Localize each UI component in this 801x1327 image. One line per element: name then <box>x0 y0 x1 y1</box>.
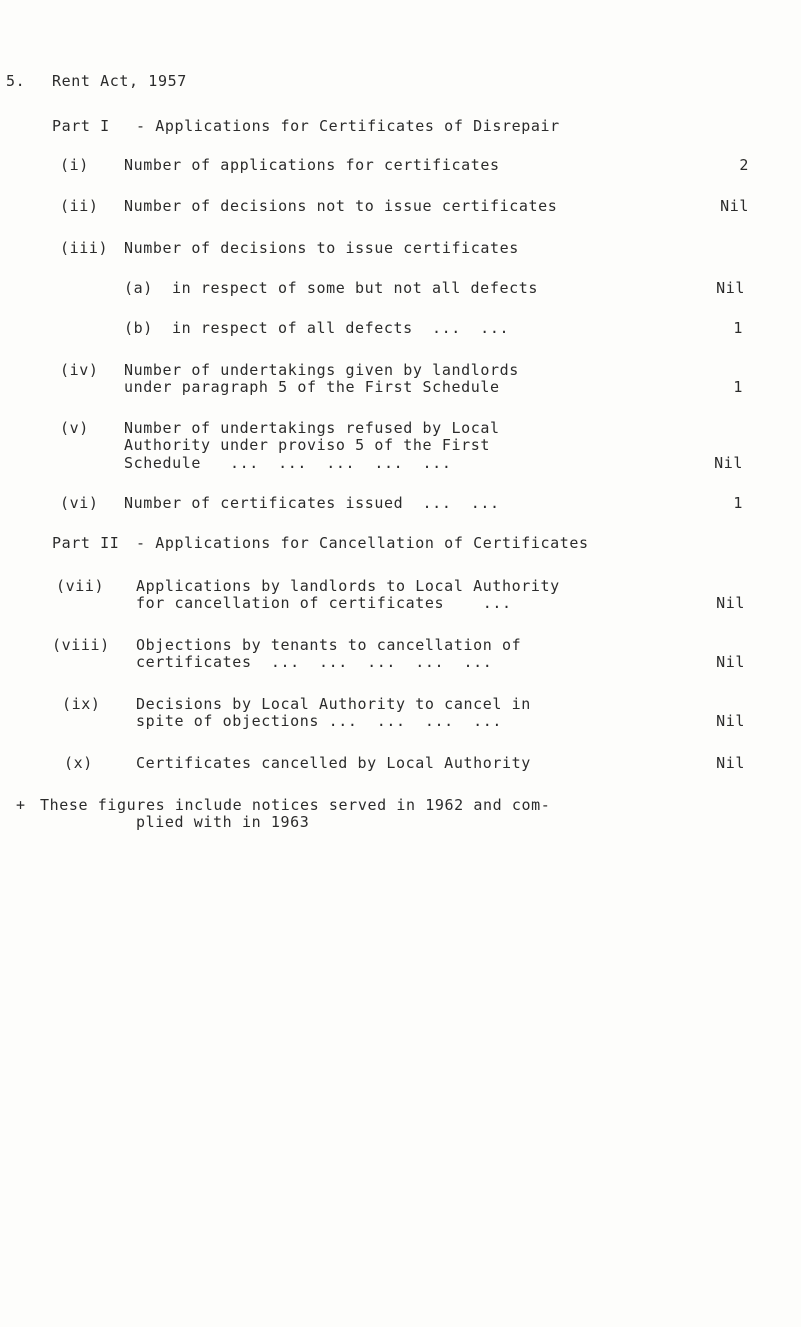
footnote-line2: plied with in 1963 <box>136 813 310 831</box>
part1-heading: - Applications for Certificates of Disrepair <box>136 117 560 135</box>
section-title: Rent Act, 1957 <box>52 72 187 90</box>
subitem-text: in respect of some but not all defects <box>172 279 538 297</box>
item-text-line2: certificates ... ... ... ... ... <box>136 653 493 671</box>
item-text: Number of decisions not to issue certificates <box>124 197 558 215</box>
item-number: (ii) <box>60 197 99 215</box>
item-value: Nil <box>716 653 745 671</box>
item-text: Number of decisions to issue certificates <box>124 239 519 257</box>
item-text-line2: Authority under proviso 5 of the First <box>124 436 490 454</box>
item-value: Nil <box>720 197 749 215</box>
item-text-line1: Number of undertakings refused by Local <box>124 419 500 437</box>
item-text-line2: under paragraph 5 of the First Schedule <box>124 378 500 396</box>
subitem-number: (a) <box>124 279 153 297</box>
subitem-number: (b) <box>124 319 153 337</box>
item-text-line1: Decisions by Local Authority to cancel in <box>136 695 531 713</box>
item-value: Nil <box>716 712 745 730</box>
subitem-value: Nil <box>716 279 745 297</box>
item-number: (iv) <box>60 361 99 379</box>
item-text-line2: for cancellation of certificates ... <box>136 594 512 612</box>
item-text: Number of certificates issued ... ... <box>124 494 500 512</box>
item-number: (i) <box>60 156 89 174</box>
part2-label: Part II <box>52 534 120 552</box>
item-number: (viii) <box>52 636 110 654</box>
item-text-line3: Schedule ... ... ... ... ... <box>124 454 452 472</box>
item-number: (vi) <box>60 494 99 512</box>
subitem-value: 1 <box>733 319 743 337</box>
item-number: (iii) <box>60 239 109 257</box>
item-number: (ix) <box>62 695 101 713</box>
item-text-line1: Objections by tenants to cancellation of <box>136 636 522 654</box>
footnote-line1: These figures include notices served in 1962 and com- <box>40 796 551 814</box>
item-text-line1: Number of undertakings given by landlords <box>124 361 519 379</box>
item-text: Certificates cancelled by Local Authority <box>136 754 531 772</box>
item-number: (vii) <box>56 577 105 595</box>
item-value: Nil <box>716 754 745 772</box>
item-value: Nil <box>716 594 745 612</box>
item-text: Number of applications for certificates <box>124 156 500 174</box>
item-value: 2 <box>739 156 749 174</box>
part2-heading: - Applications for Cancellation of Certificates <box>136 534 589 552</box>
item-text-line2: spite of objections ... ... ... ... <box>136 712 502 730</box>
subitem-text: in respect of all defects ... ... <box>172 319 510 337</box>
item-value: 1 <box>733 378 743 396</box>
part1-label: Part I <box>52 117 110 135</box>
item-number: (x) <box>64 754 93 772</box>
item-value: 1 <box>733 494 743 512</box>
item-number: (v) <box>60 419 89 437</box>
item-text-line1: Applications by landlords to Local Authority <box>136 577 560 595</box>
footnote-marker: + <box>16 796 26 814</box>
section-number: 5. <box>6 72 26 90</box>
item-value: Nil <box>714 454 743 472</box>
